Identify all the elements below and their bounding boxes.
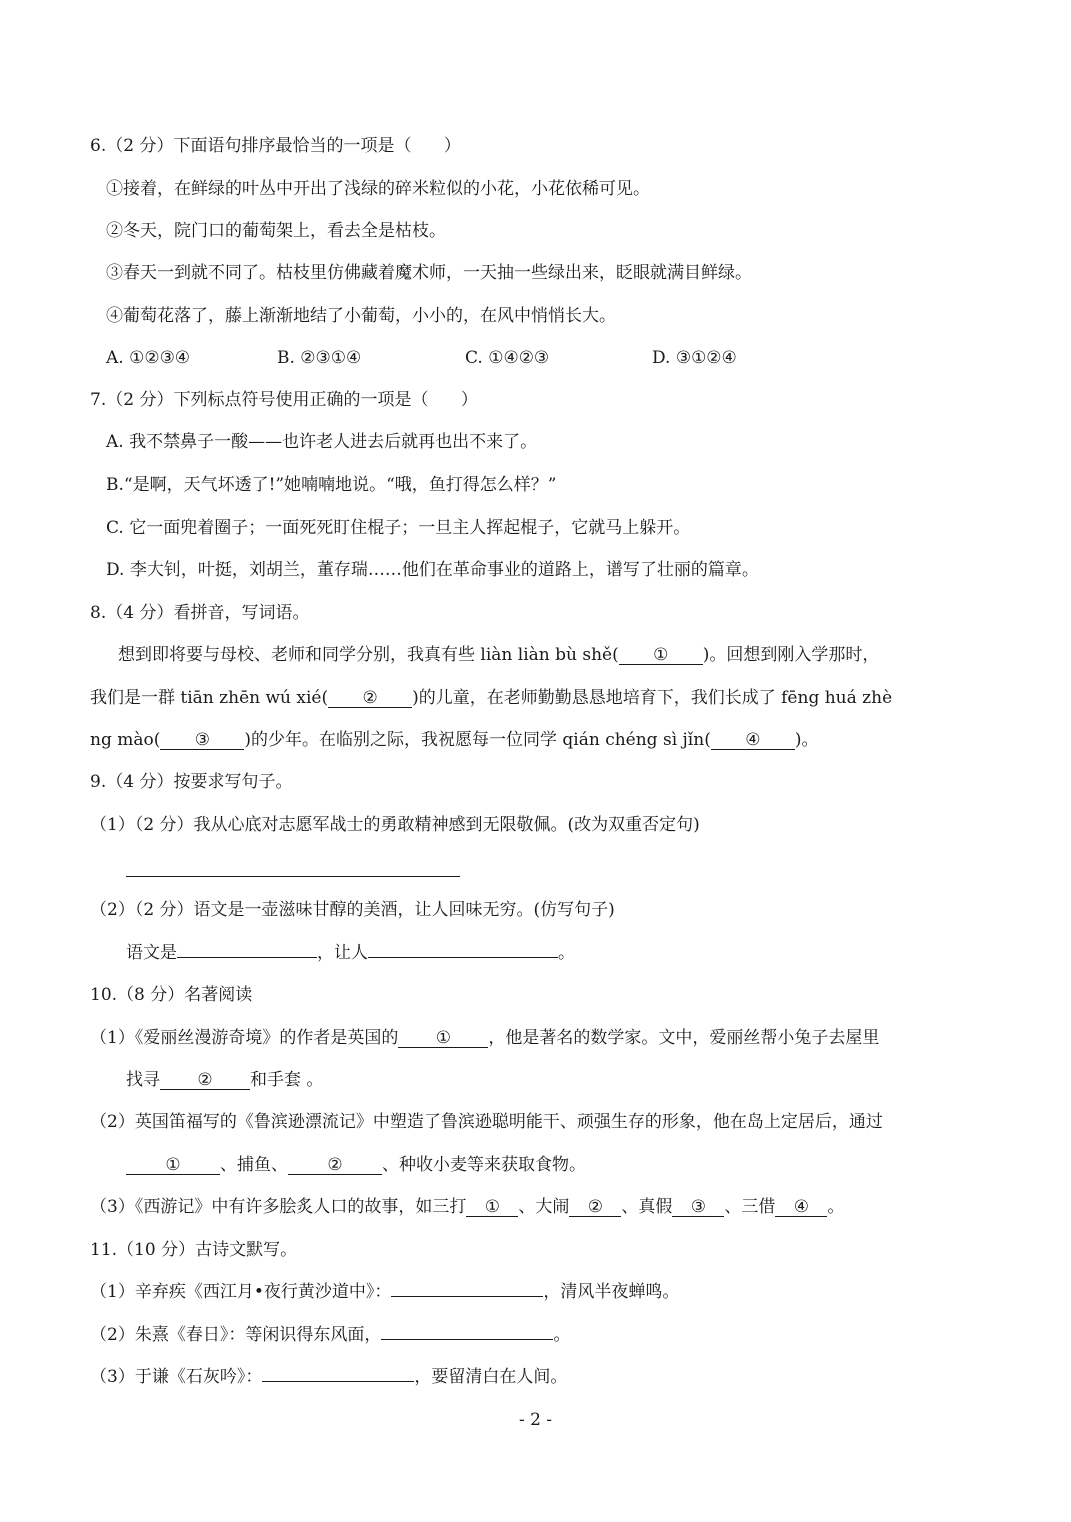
q6-stem: 6.（2 分）下面语句排序最恰当的一项是（ ） <box>90 136 461 156</box>
q11-part-1 <box>90 1282 679 1302</box>
q6-option-b: B. ②③①④ <box>277 348 362 368</box>
q11-part-2-tail: 。 <box>553 1325 571 1345</box>
q8-line-2 <box>90 688 892 708</box>
q11-blank-1 <box>391 1296 543 1297</box>
q8-blank-2: ② <box>328 689 412 708</box>
q8-blank-4: ④ <box>711 731 795 750</box>
q9-blank-1 <box>177 957 317 958</box>
q10-blank-1-2: ② <box>160 1071 250 1090</box>
q6-option-c: C. ①④②③ <box>465 348 550 368</box>
page-number: - 2 - <box>518 1410 553 1430</box>
q10-blank-3-1: ① <box>466 1198 518 1217</box>
q11-part-2-text: （2）朱熹《春日》：等闲识得东风面， <box>90 1325 382 1345</box>
q10-part-2: （2）英国笛福写的《鲁滨逊漂流记》中塑造了鲁滨逊聪明能干、顽强生存的形象，他在岛上定居后，通过 <box>90 1112 883 1132</box>
q7-option-b: B.“是啊，天气坏透了!”她喃喃地说。“哦，鱼打得怎么样？” <box>106 475 557 495</box>
q10-part-2-mid: 、捕鱼、 <box>220 1155 288 1175</box>
q8-line-1 <box>118 645 879 665</box>
q10-part-1 <box>90 1028 879 1048</box>
q9-part-1: （1）（2 分）我从心底对志愿军战士的勇敢精神感到无限敬佩。(改为双重否定句) <box>90 815 700 835</box>
q9-part-2-template <box>126 943 575 963</box>
q7-stem: 7.（2 分）下列标点符号使用正确的一项是（ ） <box>90 390 478 410</box>
q10-part-1-cont-tail: 和手套 。 <box>250 1070 324 1090</box>
q8-line-3 <box>90 730 818 750</box>
q10-part-1-text: （1）《爱丽丝漫游奇境》的作者是英国的 <box>90 1028 399 1048</box>
q8-blank-1: ① <box>619 646 703 665</box>
q10-part-1-cont-text: 找寻 <box>126 1070 160 1090</box>
q10-part-3 <box>90 1197 844 1217</box>
q6-option-a: A. ①②③④ <box>106 348 191 368</box>
q11-part-3 <box>90 1367 567 1387</box>
q10-part-3-t3: 、真假 <box>621 1197 673 1217</box>
q11-part-1-tail: ，清风半夜蝉鸣。 <box>543 1282 680 1302</box>
q6-option-d: D. ③①②④ <box>652 348 737 368</box>
q7-option-a: A. 我不禁鼻子一酸——也许老人进去后就再也出不来了。 <box>106 432 538 452</box>
q9-part-2-end: 。 <box>558 943 575 963</box>
q9-blank-2 <box>368 957 558 958</box>
q6-sentence-4: ④葡萄花落了，藤上渐渐地结了小葡萄，小小的，在风中悄悄长大。 <box>106 306 616 326</box>
q9-stem: 9.（4 分）按要求写句子。 <box>90 772 293 792</box>
q10-part-1-cont <box>126 1070 323 1090</box>
q8-line-3-tail: )。 <box>794 730 819 750</box>
q10-part-3-text: （3）《西游记》中有许多脍炙人口的故事，如三打 <box>90 1197 467 1217</box>
q10-part-3-end: 。 <box>827 1197 845 1217</box>
q8-line-3-mid: )的少年。在临别之际，我祝愿每一位同学 qián chéng sì jǐn( <box>244 730 711 750</box>
q10-blank-1-1: ① <box>398 1029 488 1048</box>
q11-stem: 11.（10 分）古诗文默写。 <box>90 1240 298 1260</box>
q8-line-1-tail: )。回想到刚入学那时， <box>702 645 880 665</box>
q10-blank-3-2: ② <box>569 1198 621 1217</box>
q11-part-1-text: （1）辛弃疾《西江月•夜行黄沙道中》： <box>90 1282 392 1302</box>
q10-part-2-tail: 、种收小麦等来获取食物。 <box>382 1155 586 1175</box>
q6-sentence-1: ①接着，在鲜绿的叶丛中开出了浅绿的碎米粒似的小花，小花依稀可见。 <box>106 179 650 199</box>
q10-blank-3-3: ③ <box>672 1198 724 1217</box>
q10-part-3-t2: 、大闹 <box>518 1197 570 1217</box>
q7-option-d: D. 李大钊，叶挺，刘胡兰，董存瑞……他们在革命事业的道路上，谱写了壮丽的篇章。 <box>106 560 759 580</box>
q8-line-2-text: 我们是一群 tiān zhēn wú xié( <box>90 688 329 708</box>
q9-part-2-start: 语文是 <box>126 943 177 963</box>
q8-stem: 8.（4 分）看拼音，写词语。 <box>90 603 310 623</box>
q10-part-3-t4: 、三借 <box>724 1197 776 1217</box>
q9-part-2-mid: ，让人 <box>317 943 368 963</box>
q10-blank-3-4: ④ <box>775 1198 827 1217</box>
q8-line-3-text: ng mào( <box>90 730 161 750</box>
q11-blank-2 <box>381 1339 553 1340</box>
q11-part-3-tail: ，要留清白在人间。 <box>414 1367 568 1387</box>
q6-sentence-3: ③春天一到就不同了。枯枝里仿佛藏着魔术师，一天抽一些绿出来，眨眼就满目鲜绿。 <box>106 263 752 283</box>
q10-part-2-cont <box>126 1155 586 1175</box>
q6-sentence-2: ②冬天，院门口的葡萄架上，看去全是枯枝。 <box>106 221 446 241</box>
q10-blank-2-1: ① <box>126 1156 220 1175</box>
q10-part-1-tail: ，他是著名的数学家。文中，爱丽丝帮小兔子去屋里 <box>488 1028 880 1048</box>
q9-answer-line <box>126 876 460 877</box>
q11-part-2 <box>90 1325 570 1345</box>
q8-blank-3: ③ <box>160 731 244 750</box>
q8-line-2-tail: )的儿童，在老师勤勤恳恳地培育下，我们长成了 fēng huá zhè <box>412 688 893 708</box>
q10-blank-2-2: ② <box>288 1156 382 1175</box>
q11-blank-3 <box>262 1381 414 1382</box>
q10-stem: 10.（8 分）名著阅读 <box>90 985 253 1005</box>
q9-part-2: （2）（2 分）语文是一壶滋味甘醇的美酒，让人回味无穷。(仿写句子) <box>90 900 615 920</box>
q11-part-3-text: （3）于谦《石灰吟》： <box>90 1367 263 1387</box>
q7-option-c: C. 它一面兜着圈子；一面死死盯住棍子；一旦主人挥起棍子，它就马上躲开。 <box>106 518 691 538</box>
q8-line-1-text: 想到即将要与母校、老师和同学分别，我真有些 liàn liàn bù shě( <box>118 645 619 665</box>
